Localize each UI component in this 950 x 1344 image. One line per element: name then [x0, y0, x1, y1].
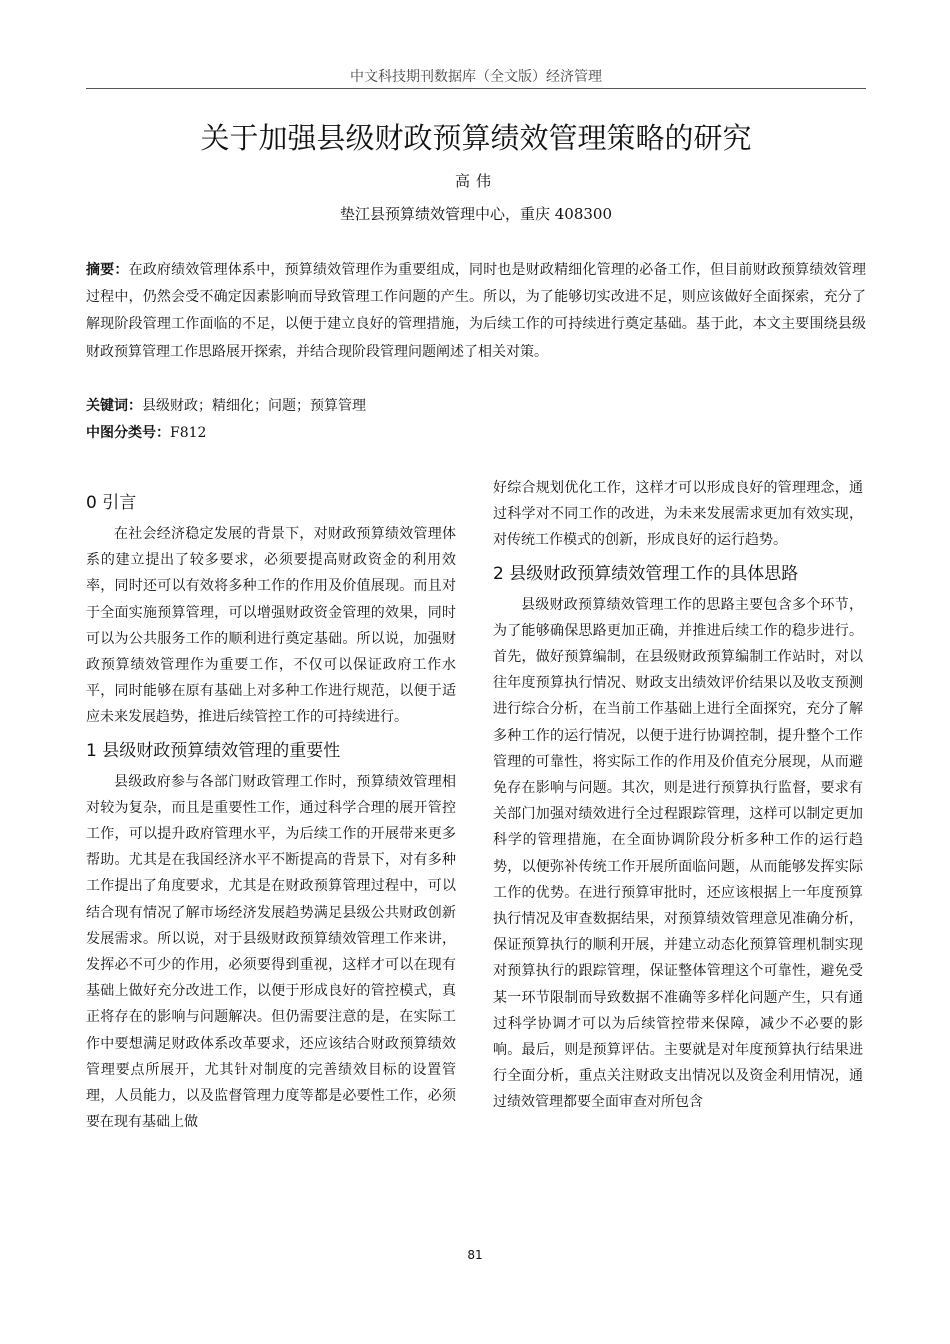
right-column	[493, 475, 863, 1116]
section-0-paragraph: 在社会经济稳定发展的背景下，对财政预算绩效管理体系的建立提出了较多要求，必须要提高财政资金的利用效率，同时还可以有效将多种工作的作用及价值展现。而且对于全面实施预算管理，可以增强财政资金管理的效果，同时可以为公共服务工作的顺利进行奠定基础。所以说，加强财政预算绩效管理作为重要工作，不仅可以保证政府工作水平，同时能够在原有基础上对多种工作进行规范，以便于适应未来发展趋势，推进后续管控工作的可持续进行。	[86, 526, 456, 726]
section-1-paragraph-continued: 好综合规划优化工作，这样才可以形成良好的管理理念，通过科学对不同工作的改进，为未来发展需求更加有效实现，对传统工作模式的创新，形成良好的运行趋势。	[493, 480, 863, 549]
article-title: 关于加强县级财政预算绩效管理策略的研究	[200, 121, 752, 155]
section-1-paragraph: 县级政府参与各部门财政管理工作时，预算绩效管理相对较为复杂，而且是重要性工作，通过科学合理的展开管控工作，可以提升政府管理水平，为后续工作的开展带来更多帮助。尤其是在我国经济水平不断提高的背景下，对有多种工作提出了角度要求，尤其是在财政预算管理过程中，可以结合现有情况了解市场经济发展趋势满足县级公共财政创新发展需求。所以说，对于县级财政预算绩效管理工作来讲，发挥必不可少的作用，必须要得到重视，这样才可以在现有基础上做好充分改进工作，以便于形成良好的管控模式，真正将存在的影响与问题解决。但仍需要注意的是，在实际工作中要想满足财政体系改革要求，还应该结合财政预算绩效管理要点所展开，尤其针对制度的完善绩效目标的设置管理，人员能力，以及监督管理力度等都是必要性工作，必须要在现有基础上做	[86, 773, 456, 1131]
classification	[86, 422, 866, 442]
abstract	[86, 257, 866, 366]
section-2-heading: 2 县级财政预算绩效管理工作的具体思路	[493, 563, 799, 584]
header-rule	[86, 88, 866, 89]
keywords	[86, 395, 866, 415]
journal-header: 中文科技期刊数据库（全文版）经济管理	[350, 69, 602, 85]
keywords-text: 县级财政；精细化；问题；预算管理	[142, 398, 366, 414]
section-2-paragraph: 县级财政预算绩效管理工作的思路主要包含多个环节，为了能够确保思路更加正确，并推进后续工作的稳步进行。首先，做好预算编制，在县级财政预算编制工作站时，对以往年度预算执行情况、财政支出绩效评价结果以及收支预测进行综合分析，在当前工作基础上进行全面探究，充分了解多种工作的运行情况，以便于进行协调控制，提升整个工作管理的可靠性，将实际工作的作用及价值充分展现，从而避免存在影响与问题。其次，则是进行预算执行监督，要求有关部门加强对绩效进行全过程跟踪管理，这样可以制定更加科学的管理措施，在全面协调阶段分析多种工作的运行趋势，以便弥补传统工作开展所面临问题，从而能够发挥实际工作的优势。在进行预算审批时，还应该根据上一年度预算执行情况及审查数据结果，对预算绩效管理意见准确分析，保证预算执行的顺利开展，并建立动态化预算管理机制实现对预算执行的跟踪管理，保证整体管理这个可靠性，避免受某一环节限制而导致数据不准确等多样化问题产生，只有通过科学协调才可以为后续管控带来保障，减少不必要的影响。最后，则是预算评估。主要就是对年度预算执行结果进行全面分析，重点关注财政支出情况以及资金利用情况，通过绩效管理都要全面审查对所包含	[493, 596, 863, 1111]
affiliation: 垫江县预算绩效管理中心，重庆 408300	[339, 205, 613, 223]
abstract-text: 在政府绩效管理体系中，预算绩效管理作为重要组成，同时也是财政精细化管理的必备工作，但目前财政预算绩效管理过程中，仍然会受不确定因素影响而导致管理工作问题的产生。所以，为了能够切实改进不足，则应该做好全面探索，充分了解现阶段管理工作面临的不足，以便于建立良好的管理措施，为后续工作的可持续进行奠定基础。基于此，本文主要围绕县级财政预算管理工作思路展开探索，并结合现阶段管理问题阐述了相关对策。	[86, 262, 867, 360]
abstract-label: 摘要：	[86, 262, 129, 278]
classification-label: 中图分类号：	[86, 425, 170, 441]
page-number: 81	[467, 1248, 483, 1262]
author: 高伟	[454, 172, 497, 190]
section-0-heading: 0 引言	[86, 493, 137, 513]
section-1-heading: 1 县级财政预算绩效管理的重要性	[86, 740, 341, 761]
classification-text: F812	[170, 425, 207, 441]
keywords-label: 关键词：	[86, 398, 142, 414]
left-column	[86, 483, 456, 1135]
